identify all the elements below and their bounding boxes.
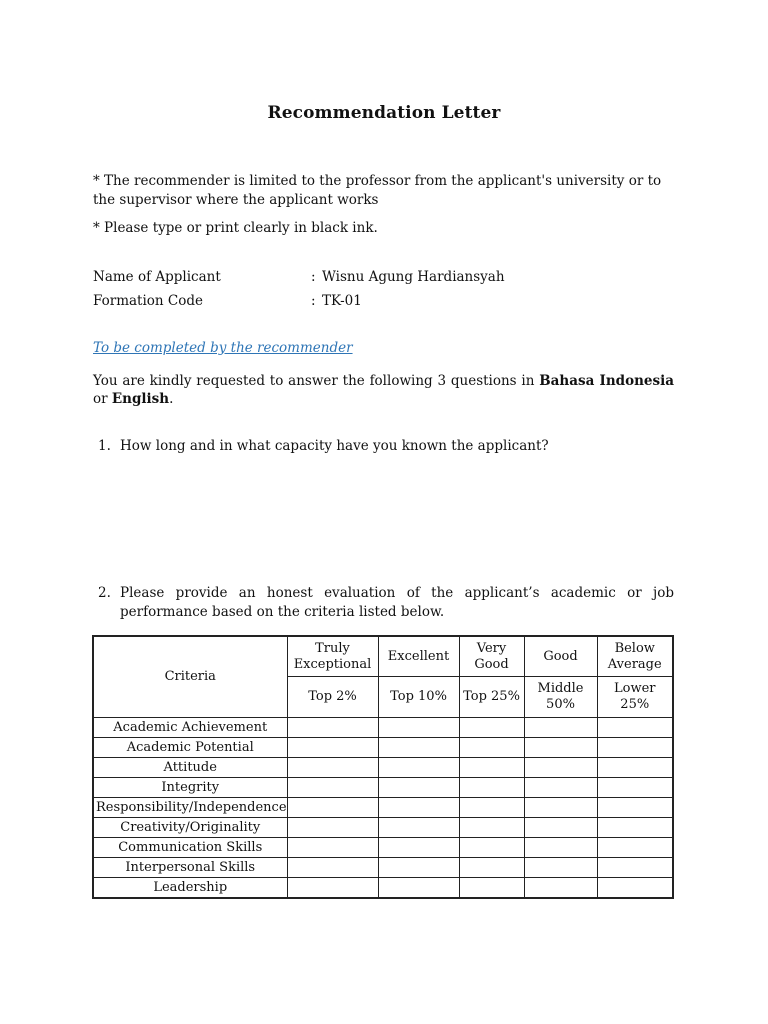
- formation-code-label: Formation Code: [93, 293, 204, 309]
- rating-cell[interactable]: [597, 778, 673, 798]
- rating-cell[interactable]: [287, 878, 378, 899]
- rating-cell[interactable]: [378, 778, 459, 798]
- table-row: [93, 738, 673, 758]
- rating-cell[interactable]: [287, 858, 378, 878]
- criteria-rows: [93, 718, 673, 899]
- rating-cell[interactable]: [597, 758, 673, 778]
- rating-rank-top-2: Top 2%: [287, 677, 378, 718]
- table-row: [93, 778, 673, 798]
- rating-cell[interactable]: [597, 738, 673, 758]
- request-suffix: .: [169, 391, 174, 407]
- rating-cell[interactable]: [524, 858, 597, 878]
- rating-label-good: Good: [524, 636, 597, 677]
- rating-cell[interactable]: [378, 858, 459, 878]
- language-english: English: [111, 391, 170, 407]
- request-middle: or: [93, 391, 112, 407]
- field-colon: :: [311, 293, 316, 309]
- recommender-section-link[interactable]: To be completed by the recommender: [93, 340, 353, 356]
- field-colon: :: [311, 269, 316, 285]
- criteria-name: Leadership: [93, 878, 287, 899]
- question-2: [93, 584, 674, 622]
- request-prefix: You are kindly requested to answer the following 3 questions in: [93, 373, 540, 389]
- rating-cell[interactable]: [459, 838, 524, 858]
- criteria-name: Academic Potential: [93, 738, 287, 758]
- question-1: [93, 437, 674, 456]
- rating-cell[interactable]: [524, 838, 597, 858]
- rating-cell[interactable]: [459, 718, 524, 738]
- table-row: [93, 758, 673, 778]
- applicant-name-label: Name of Applicant: [93, 269, 221, 285]
- formation-code-value: TK-01: [322, 293, 362, 309]
- table-row: [93, 798, 673, 818]
- table-row: [93, 718, 673, 738]
- rating-rank-top-10: Top 10%: [378, 677, 459, 718]
- note-recommender-limit: * The recommender is limited to the professor from the applicant's university or to the supervisor where the applicant works: [93, 173, 662, 208]
- rating-cell[interactable]: [524, 758, 597, 778]
- evaluation-table: [92, 635, 674, 899]
- rating-label-excellent: Excellent: [378, 636, 459, 677]
- rating-cell[interactable]: [378, 718, 459, 738]
- request-paragraph: [93, 372, 674, 408]
- applicant-name-value: Wisnu Agung Hardiansyah: [322, 269, 505, 285]
- rating-cell[interactable]: [597, 798, 673, 818]
- table-row: [93, 818, 673, 838]
- rating-cell[interactable]: [597, 718, 673, 738]
- criteria-name: Integrity: [93, 778, 287, 798]
- rating-cell[interactable]: [524, 878, 597, 899]
- rating-cell[interactable]: [597, 878, 673, 899]
- rating-label-very-good: Very Good: [459, 636, 524, 677]
- rating-rank-lower-25: Lower 25%: [597, 677, 673, 718]
- rating-cell[interactable]: [287, 818, 378, 838]
- rating-cell[interactable]: [378, 798, 459, 818]
- criteria-header: Criteria: [93, 636, 287, 718]
- rating-cell[interactable]: [524, 818, 597, 838]
- rating-cell[interactable]: [459, 778, 524, 798]
- rating-cell[interactable]: [459, 798, 524, 818]
- criteria-name: Creativity/Originality: [93, 818, 287, 838]
- rating-cell[interactable]: [524, 798, 597, 818]
- rating-cell[interactable]: [378, 738, 459, 758]
- rating-cell[interactable]: [459, 858, 524, 878]
- rating-cell[interactable]: [597, 858, 673, 878]
- rating-label-row: [93, 636, 673, 677]
- rating-cell[interactable]: [597, 838, 673, 858]
- question-number: 2.: [98, 585, 111, 601]
- rating-cell[interactable]: [287, 718, 378, 738]
- criteria-name: Responsibility/Independence: [93, 798, 287, 818]
- rating-rank-middle-50: Middle 50%: [524, 677, 597, 718]
- criteria-name: Interpersonal Skills: [93, 858, 287, 878]
- criteria-name: Academic Achievement: [93, 718, 287, 738]
- rating-cell[interactable]: [287, 758, 378, 778]
- formation-code-row: [93, 293, 678, 313]
- applicant-name-row: [93, 269, 678, 289]
- rating-cell[interactable]: [287, 738, 378, 758]
- rating-cell[interactable]: [287, 798, 378, 818]
- rating-cell[interactable]: [378, 818, 459, 838]
- question-text: Please provide an honest evaluation of the applicant’s academic or job performance based on the criteria listed below.: [120, 585, 674, 620]
- rating-cell[interactable]: [597, 818, 673, 838]
- criteria-name: Communication Skills: [93, 838, 287, 858]
- rating-label-below-average: Below Average: [597, 636, 673, 677]
- question-text: How long and in what capacity have you known the applicant?: [120, 438, 549, 454]
- table-row: [93, 878, 673, 899]
- rating-cell[interactable]: [459, 758, 524, 778]
- rating-cell[interactable]: [459, 818, 524, 838]
- rating-cell[interactable]: [459, 878, 524, 899]
- rating-cell[interactable]: [287, 838, 378, 858]
- language-bahasa: Bahasa Indonesia: [539, 373, 674, 389]
- rating-cell[interactable]: [459, 738, 524, 758]
- rating-rank-top-25: Top 25%: [459, 677, 524, 718]
- rating-cell[interactable]: [378, 878, 459, 899]
- rating-cell[interactable]: [378, 838, 459, 858]
- rating-cell[interactable]: [524, 778, 597, 798]
- criteria-name: Attitude: [93, 758, 287, 778]
- rating-label-truly-exceptional: Truly Exceptional: [287, 636, 378, 677]
- table-row: [93, 858, 673, 878]
- question-number: 1.: [98, 438, 111, 454]
- rating-cell[interactable]: [287, 778, 378, 798]
- rating-cell[interactable]: [378, 758, 459, 778]
- document-title: Recommendation Letter: [267, 103, 501, 123]
- table-row: [93, 838, 673, 858]
- note-black-ink: * Please type or print clearly in black ink.: [93, 220, 378, 236]
- rating-cell[interactable]: [524, 718, 597, 738]
- rating-cell[interactable]: [524, 738, 597, 758]
